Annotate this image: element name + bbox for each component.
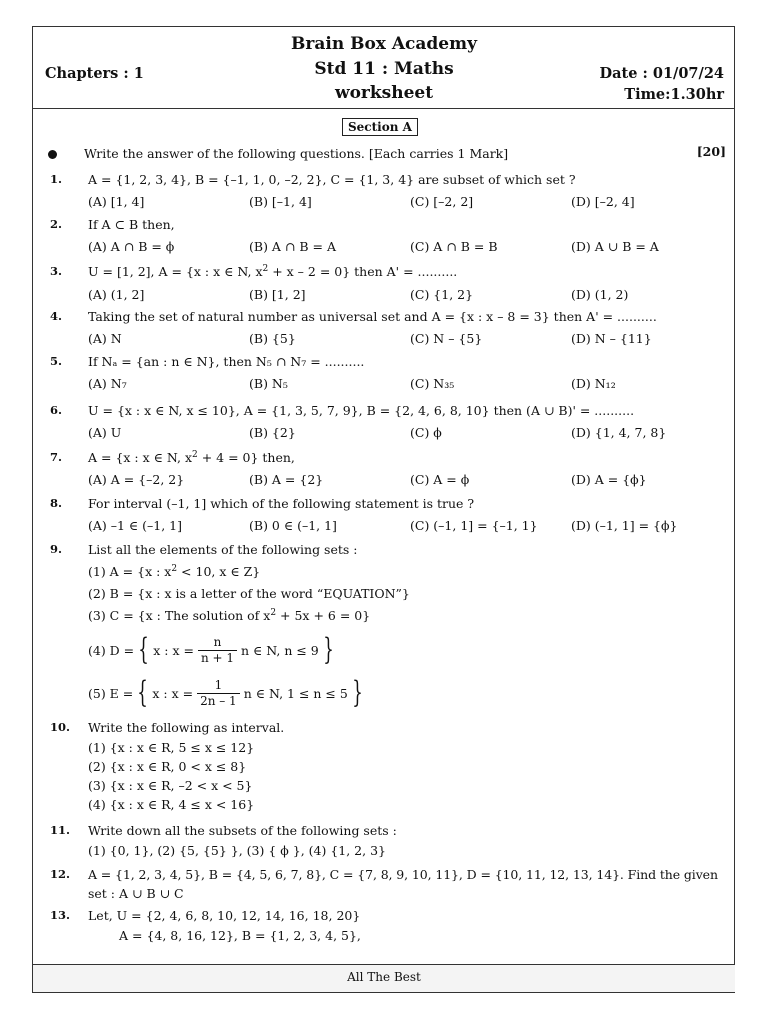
q9-text: List all the elements of the following sets : xyxy=(88,542,358,557)
q2-option-d: (D) A ∪ B = A xyxy=(571,239,659,254)
time-label: Time:1.30hr xyxy=(624,86,724,103)
q3-option-a: (A) (1, 2] xyxy=(88,287,145,302)
q9-item-3: (3) C = {x : The solution of $x^2 + 5x + 6 = 0$} xyxy=(88,608,371,624)
q8-option-a: (A) –1 ∈ (–1, 1] xyxy=(88,518,183,533)
q7-option-a: (A) A = {–2, 2} xyxy=(88,472,185,487)
q2-number: 2. xyxy=(50,217,63,231)
q3-option-b: (B) [1, 2] xyxy=(249,287,306,302)
q7-number: 7. xyxy=(50,450,63,464)
q1-option-d: (D) [–2, 4] xyxy=(571,194,635,209)
q5-number: 5. xyxy=(50,354,63,368)
q1-text: A = {1, 2, 3, 4}, B = {–1, 1, 0, –2, 2}, C = {1, 3, 4} are subset of which set ? xyxy=(88,172,576,187)
q11-items: (1) {0, 1}, (2) {5, {5} }, (3) { ϕ }, (4) {1, 2, 3} xyxy=(88,843,386,858)
q10-item-1: (1) {x : x ∈ R, 5 ≤ x ≤ 12} xyxy=(88,740,255,755)
q8-option-d: (D) (–1, 1] = {ϕ} xyxy=(571,518,678,533)
q10-item-2: (2) {x : x ∈ R, 0 < x ≤ 8} xyxy=(88,759,247,774)
q1-option-a: (A) [1, 4] xyxy=(88,194,145,209)
q7-option-d: (D) A = {ϕ} xyxy=(571,472,647,487)
subject-title: Std 11 : Maths xyxy=(314,59,454,79)
q10-text: Write the following as interval. xyxy=(88,720,285,735)
section-label: Section A xyxy=(342,118,418,136)
q7-option-b: (B) A = {2} xyxy=(249,472,324,487)
bullet-icon xyxy=(48,150,57,159)
q9-item-1: (1) A = {x : $x^2 < 10$, x ∈ Z} xyxy=(88,564,261,580)
q5-option-b: (B) N₅ xyxy=(249,376,288,391)
q13-line-2: A = {4, 8, 16, 12}, B = {1, 2, 3, 4, 5}, xyxy=(119,928,361,943)
q10-item-4: (4) {x : x ∈ R, 4 ≤ x < 16} xyxy=(88,797,255,812)
q2-option-a: (A) A ∩ B = ϕ xyxy=(88,239,175,254)
q6-option-c: (C) ϕ xyxy=(410,425,442,440)
q4-option-a: (A) N xyxy=(88,331,122,346)
q9-item-2: (2) B = {x : x is a letter of the word “EQUATION”} xyxy=(88,586,410,601)
q7-text: A = {x : x ∈ N, $x^2 + 4 = 0$} then, xyxy=(88,450,295,466)
q6-option-d: (D) {1, 4, 7, 8} xyxy=(571,425,667,440)
q8-text: For interval (–1, 1] which of the following statement is true ? xyxy=(88,496,475,511)
academy-title: Brain Box Academy xyxy=(291,34,477,54)
q1-number: 1. xyxy=(50,172,63,186)
q6-option-a: (A) U xyxy=(88,425,122,440)
footer-divider xyxy=(33,964,735,965)
q4-option-b: (B) {5} xyxy=(249,331,296,346)
chapters-label: Chapters : 1 xyxy=(45,65,144,82)
q4-option-d: (D) N – {11} xyxy=(571,331,652,346)
date-label: Date : 01/07/24 xyxy=(599,65,724,82)
q6-option-b: (B) {2} xyxy=(249,425,296,440)
q2-option-b: (B) A ∩ B = A xyxy=(249,239,336,254)
q13-line-1: Let, U = {2, 4, 6, 8, 10, 12, 14, 16, 18, 20} xyxy=(88,908,361,923)
q12-line-2: set : A ∪ B ∪ C xyxy=(88,886,184,901)
q4-option-c: (C) N – {5} xyxy=(410,331,483,346)
q12-number: 12. xyxy=(50,867,71,881)
q11-number: 11. xyxy=(50,823,71,837)
q1-option-c: (C) [–2, 2] xyxy=(410,194,474,209)
q9-item-5: (5) E = { x : x = $\frac{1}{2n - 1}$ n ∈ N, 1 ≤ n ≤ 5 } xyxy=(88,675,363,710)
q6-text: U = {x : x ∈ N, x ≤ 10}, A = {1, 3, 5, 7, 9}, B = {2, 4, 6, 8, 10} then (A ∪ B)' = .......... xyxy=(88,403,635,418)
q7-option-c: (C) A = ϕ xyxy=(410,472,470,487)
q3-option-d: (D) (1, 2) xyxy=(571,287,629,302)
q4-text: Taking the set of natural number as universal set and A = {x : x – 8 = 3} then A' = .......... xyxy=(88,309,657,324)
q3-text: U = [1, 2], A = {x : x ∈ N, $x^2 + x - 2 = 0$} then A' = .......... xyxy=(88,264,458,280)
worksheet-title: worksheet xyxy=(334,83,434,103)
header-divider xyxy=(33,108,735,109)
q10-item-3: (3) {x : x ∈ R, –2 < x < 5} xyxy=(88,778,253,793)
q13-number: 13. xyxy=(50,908,71,922)
q11-text: Write down all the subsets of the following sets : xyxy=(88,823,397,838)
q8-option-b: (B) 0 ∈ (–1, 1] xyxy=(249,518,337,533)
q9-number: 9. xyxy=(50,542,63,556)
q12-line-1: A = {1, 2, 3, 4, 5}, B = {4, 5, 6, 7, 8}, C = {7, 8, 9, 10, 11}, D = {10, 11, 12, 13, 14}. Find the given xyxy=(88,867,718,882)
q10-number: 10. xyxy=(50,720,71,734)
total-marks: [20] xyxy=(696,144,726,159)
q6-number: 6. xyxy=(50,403,63,417)
q5-option-a: (A) N₇ xyxy=(88,376,127,391)
q3-option-c: (C) {1, 2} xyxy=(410,287,474,302)
q8-number: 8. xyxy=(50,496,63,510)
q1-option-b: (B) [–1, 4] xyxy=(249,194,312,209)
q9-item-4: (4) D = { x : x = $\frac{n}{n + 1}$ n ∈ N, n ≤ 9 } xyxy=(88,632,334,667)
q2-option-c: (C) A ∩ B = B xyxy=(410,239,498,254)
q9-item-5-fraction: $\frac{1}{2n - 1}$ xyxy=(197,678,240,709)
q9-item-4-fraction: $\frac{n}{n + 1}$ xyxy=(198,635,237,666)
q5-text: If Nₐ = {an : n ∈ N}, then N₅ ∩ N₇ = .......... xyxy=(88,354,365,369)
q2-text: If A ⊂ B then, xyxy=(88,217,175,232)
q8-option-c: (C) (–1, 1] = {–1, 1} xyxy=(410,518,538,533)
instruction-text: Write the answer of the following questions. [Each carries 1 Mark] xyxy=(84,146,509,161)
q5-option-d: (D) N₁₂ xyxy=(571,376,616,391)
footer-text: All The Best xyxy=(347,970,421,984)
q3-number: 3. xyxy=(50,264,63,278)
q5-option-c: (C) N₃₅ xyxy=(410,376,455,391)
q4-number: 4. xyxy=(50,309,63,323)
